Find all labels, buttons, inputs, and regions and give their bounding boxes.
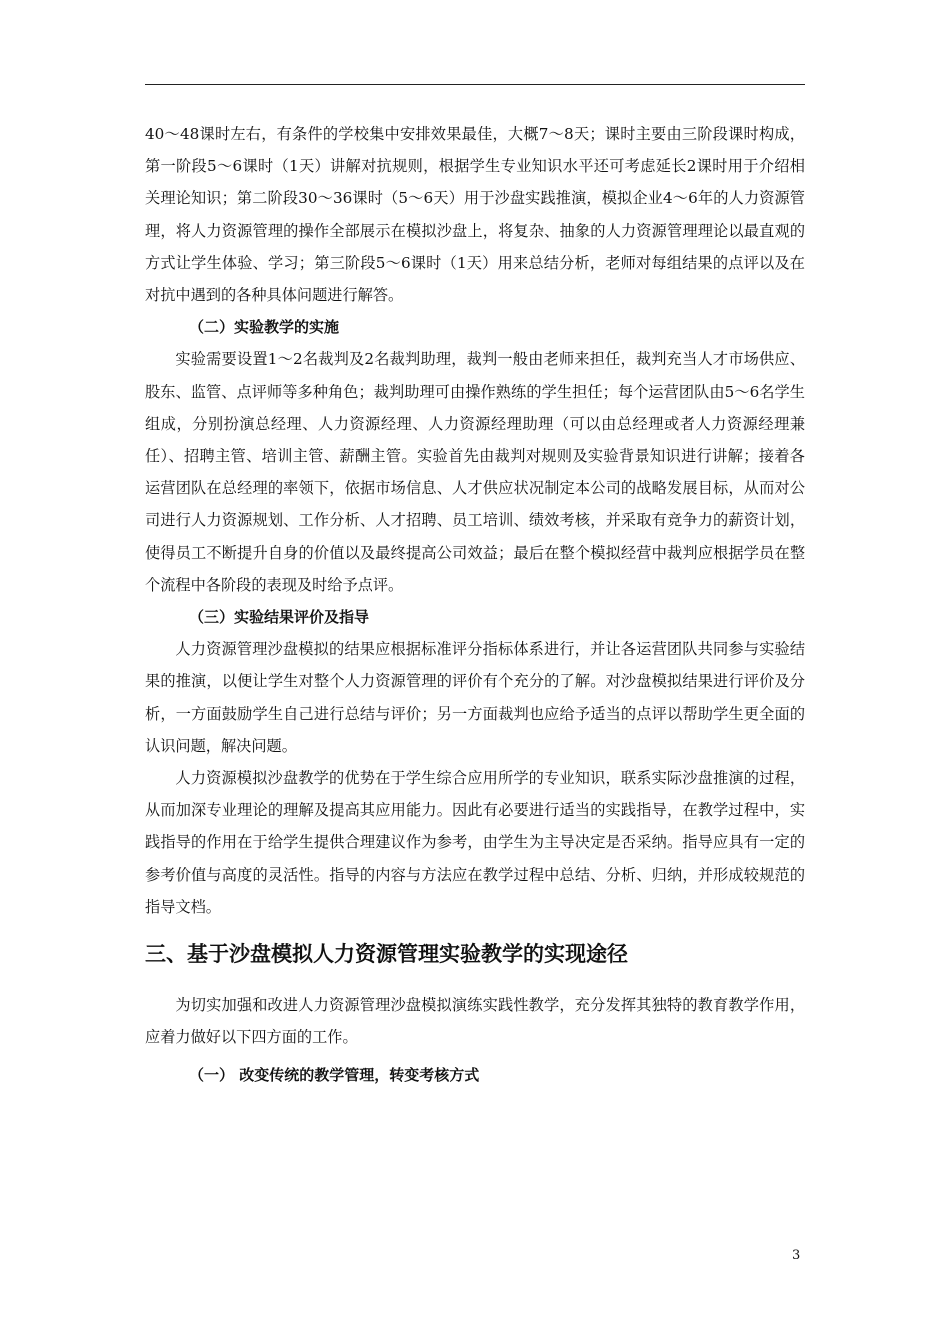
header-rule [145,84,805,85]
paragraph-evaluation: 人力资源管理沙盘模拟的结果应根据标准评分指标体系进行，并让各运营团队共同参与实验结果的推演，以便让学生对整个人力资源管理的评价有个充分的了解。对沙盘模拟结果进行评价及分析，一方面鼓励学生自己进行总结与评价；另一方面裁判也应给予适当的点评以帮助学生更全面的认识问题，解决问题。 [145,640,805,755]
document-body [145,118,805,1092]
paragraph-guidance: 人力资源模拟沙盘教学的优势在于学生综合应用所学的专业知识，联系实际沙盘推演的过程，从而加深专业理论的理解及提高其应用能力。因此有必要进行适当的实践指导，在教学过程中，实践指导的作用在于给学生提供合理建议作为参考，由学生为主导决定是否采纳。指导应具有一定的参考价值与高度的灵活性。指导的内容与方法应在教学过程中总结、分析、归纳，并形成较规范的指导文档。 [145,769,805,916]
subheading-evaluation: （三）实验结果评价及指导 [189,608,370,627]
paragraph-section3-intro: 为切实加强和改进人力资源管理沙盘模拟演练实践性教学，充分发挥其独特的教育教学作用，应着力做好以下四方面的工作。 [145,996,805,1047]
paragraph-course-hours: 40～48课时左右，有条件的学校集中安排效果最佳，大概7～8天；课时主要由三阶段课时构成，第一阶段5～6课时（1天）讲解对抗规则，根据学生专业知识水平还可考虑延长2课时用于介绍相关理论知识；第二阶段30～36课时（5～6天）用于沙盘实践推演，模拟企业4～6年的人力资源管理，将人力资源管理的操作全部展示在模拟沙盘上，将复杂、抽象的人力资源管理理论以最直观的方式让学生体验、学习；第三阶段5～6课时（1天）用来总结分析，老师对每组结果的点评以及在对抗中遇到的各种具体问题进行解答。 [145,125,805,305]
subheading-implementation: （二）实验教学的实施 [189,318,340,337]
paragraph-implementation: 实验需要设置1～2名裁判及2名裁判助理，裁判一般由老师来担任，裁判充当人才市场供应、股东、监管、点评师等多种角色；裁判助理可由操作熟练的学生担任；每个运营团队由5～6名学生组成，分别扮演总经理、人力资源经理、人力资源经理助理（可以由总经理或者人力资源经理兼任）、招聘主管、培训主管、薪酬主管。实验首先由裁判对规则及实验背景知识进行讲解；接着各运营团队在总经理的率领下，依据市场信息、人才供应状况制定本公司的战略发展目标，从而对公司进行人力资源规划、工作分析、人才招聘、员工培训、绩效考核，并采取有竞争力的薪资计划，使得员工不断提升自身的价值以及最终提高公司效益；最后在整个模拟经营中裁判应根据学员在整个流程中各阶段的表现及时给予点评。 [145,350,805,594]
subheading-teaching-management: （一） 改变传统的教学管理，转变考核方式 [189,1066,480,1085]
page-number: 3 [792,1248,801,1263]
section-heading-3: 三、基于沙盘模拟人力资源管理实验教学的实现途径 [145,942,628,967]
